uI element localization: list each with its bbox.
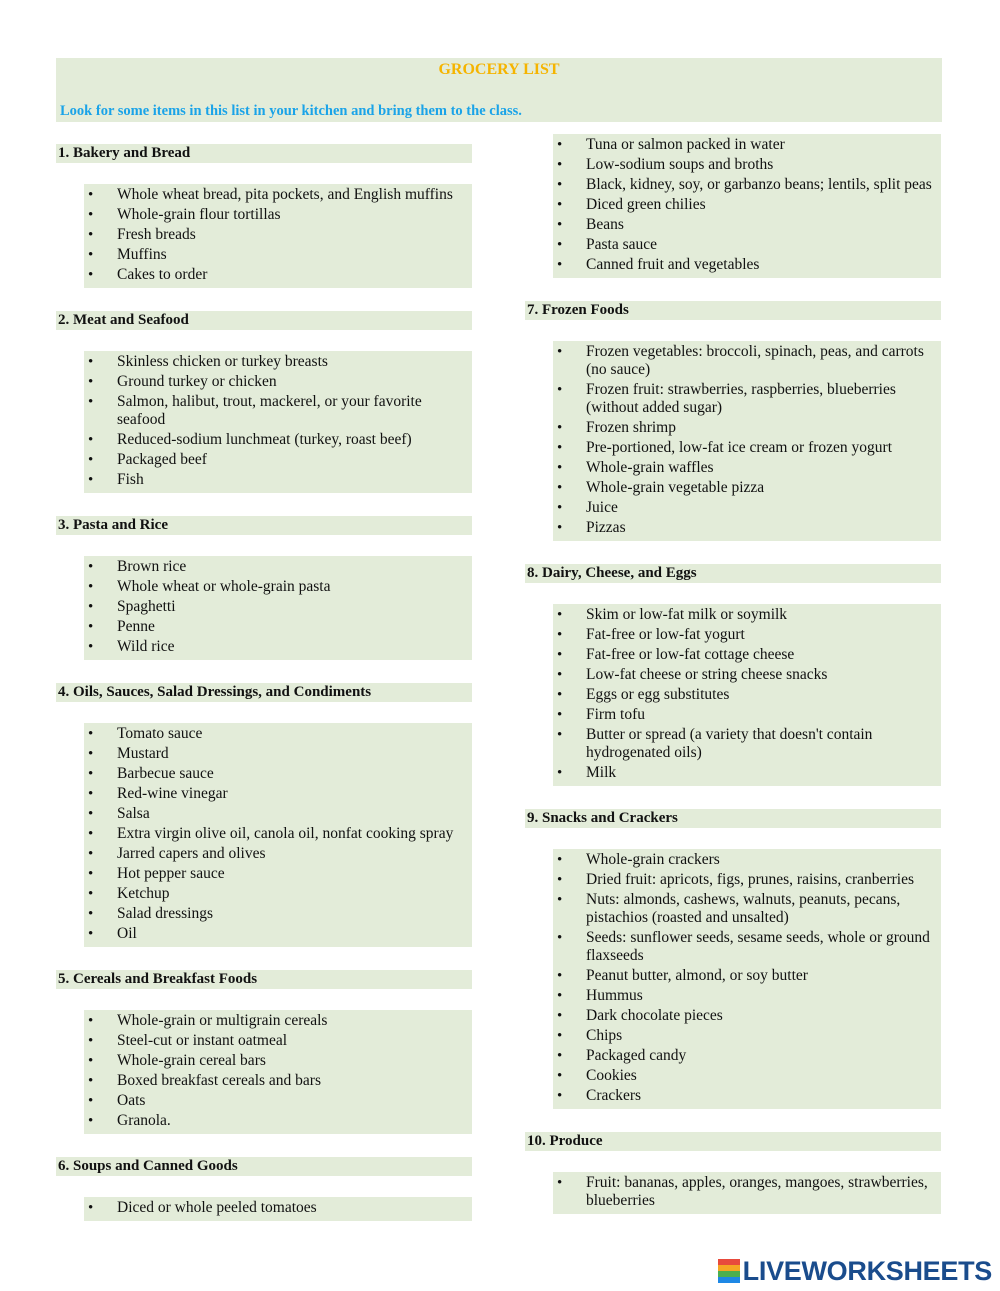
list-item: • Tuna or salmon packed in water: [553, 136, 941, 154]
section-title: 7. Frozen Foods: [525, 301, 941, 320]
list-item: • Pizzas: [553, 519, 941, 537]
list-item: • Penne: [84, 618, 472, 636]
list-item: • Fruit: bananas, apples, oranges, mangoes, strawberries, blueberries: [553, 1174, 941, 1210]
list-item: • Muffins: [84, 246, 472, 264]
list-item: • Mustard: [84, 745, 472, 763]
grocery-section: [525, 809, 941, 1109]
list-item: • Frozen shrimp: [553, 419, 941, 437]
list-item: • Ground turkey or chicken: [84, 373, 472, 391]
list-item: • Whole-grain crackers: [553, 851, 941, 869]
list-item: • Jarred capers and olives: [84, 845, 472, 863]
list-item: • Granola.: [84, 1112, 472, 1130]
list-item: • Diced or whole peeled tomatoes: [84, 1199, 472, 1217]
grocery-section: [56, 1157, 472, 1221]
list-item: • Spaghetti: [84, 598, 472, 616]
item-list: [84, 556, 472, 660]
list-item: • Nuts: almonds, cashews, walnuts, peanuts, pecans, pistachios (roasted and unsalted): [553, 891, 941, 927]
section-title: 6. Soups and Canned Goods: [56, 1157, 472, 1176]
list-item: • Cookies: [553, 1067, 941, 1085]
list-item: • Packaged candy: [553, 1047, 941, 1065]
list-item: • Whole wheat or whole-grain pasta: [84, 578, 472, 596]
grocery-section: [56, 516, 472, 660]
list-item: • Fish: [84, 471, 472, 489]
list-item: • Low-fat cheese or string cheese snacks: [553, 666, 941, 684]
list-item: • Oil: [84, 925, 472, 943]
page-title: GROCERY LIST: [438, 61, 560, 78]
grocery-section: [525, 1132, 941, 1214]
list-item: • Extra virgin olive oil, canola oil, nonfat cooking spray: [84, 825, 472, 843]
list-item: • Whole-grain cereal bars: [84, 1052, 472, 1070]
list-item: • Juice: [553, 499, 941, 517]
grocery-section: [525, 564, 941, 786]
item-list: [84, 723, 472, 947]
instruction-text: Look for some items in this list in your kitchen and bring them to the class.: [60, 103, 522, 119]
list-item: • Low-sodium soups and broths: [553, 156, 941, 174]
list-item: • Pasta sauce: [553, 236, 941, 254]
section-title: 2. Meat and Seafood: [56, 311, 472, 330]
list-item: • Hummus: [553, 987, 941, 1005]
list-item: • Diced green chilies: [553, 196, 941, 214]
list-item: • Salad dressings: [84, 905, 472, 923]
section-title: 9. Snacks and Crackers: [525, 809, 941, 828]
list-item: • Skim or low-fat milk or soymilk: [553, 606, 941, 624]
list-item: • Frozen vegetables: broccoli, spinach, peas, and carrots (no sauce): [553, 343, 941, 379]
list-item: • Canned fruit and vegetables: [553, 256, 941, 274]
header-band: [56, 58, 942, 122]
item-list: [553, 1172, 941, 1214]
section-title: 8. Dairy, Cheese, and Eggs: [525, 564, 941, 583]
list-item: • Peanut butter, almond, or soy butter: [553, 967, 941, 985]
list-item: • Firm tofu: [553, 706, 941, 724]
list-item: • Packaged beef: [84, 451, 472, 469]
list-item: • Crackers: [553, 1087, 941, 1105]
continued-list: [553, 134, 941, 278]
item-list: [84, 1197, 472, 1221]
list-item: • Milk: [553, 764, 941, 782]
grocery-section: [56, 311, 472, 493]
list-item: • Skinless chicken or turkey breasts: [84, 353, 472, 371]
list-item: • Dried fruit: apricots, figs, prunes, raisins, cranberries: [553, 871, 941, 889]
right-column: [525, 134, 941, 1237]
list-item: • Barbecue sauce: [84, 765, 472, 783]
list-item: • Wild rice: [84, 638, 472, 656]
grocery-section: [56, 683, 472, 947]
item-list: [553, 849, 941, 1109]
section-title: 5. Cereals and Breakfast Foods: [56, 970, 472, 989]
section-title: 10. Produce: [525, 1132, 941, 1151]
list-item: • Brown rice: [84, 558, 472, 576]
list-item: • Hot pepper sauce: [84, 865, 472, 883]
section-title: 1. Bakery and Bread: [56, 144, 472, 163]
liveworksheets-logo-icon: [718, 1259, 740, 1283]
list-item: • Whole wheat bread, pita pockets, and English muffins: [84, 186, 472, 204]
item-list: [553, 341, 941, 541]
item-list: [84, 351, 472, 493]
list-item: • Eggs or egg substitutes: [553, 686, 941, 704]
list-item: • Fresh breads: [84, 226, 472, 244]
item-list: [84, 1010, 472, 1134]
list-item: • Beans: [553, 216, 941, 234]
list-item: • Ketchup: [84, 885, 472, 903]
list-item: • Cakes to order: [84, 266, 472, 284]
section-title: 4. Oils, Sauces, Salad Dressings, and Condiments: [56, 683, 472, 702]
list-item: • Steel-cut or instant oatmeal: [84, 1032, 472, 1050]
list-item: • Whole-grain waffles: [553, 459, 941, 477]
list-item: • Whole-grain flour tortillas: [84, 206, 472, 224]
list-item: • Pre-portioned, low-fat ice cream or frozen yogurt: [553, 439, 941, 457]
list-item: • Fat-free or low-fat yogurt: [553, 626, 941, 644]
list-item: • Salmon, halibut, trout, mackerel, or your favorite seafood: [84, 393, 472, 429]
grocery-section: [56, 970, 472, 1134]
list-item: • Salsa: [84, 805, 472, 823]
left-column: [56, 144, 472, 1244]
list-item: • Black, kidney, soy, or garbanzo beans; lentils, split peas: [553, 176, 941, 194]
logo-text: LIVEWORKSHEETS: [742, 1255, 992, 1286]
list-item: • Oats: [84, 1092, 472, 1110]
grocery-section: [525, 301, 941, 541]
list-item: • Chips: [553, 1027, 941, 1045]
list-item: • Fat-free or low-fat cottage cheese: [553, 646, 941, 664]
section-title: 3. Pasta and Rice: [56, 516, 472, 535]
list-item: • Dark chocolate pieces: [553, 1007, 941, 1025]
list-item: • Boxed breakfast cereals and bars: [84, 1072, 472, 1090]
list-item: • Reduced-sodium lunchmeat (turkey, roast beef): [84, 431, 472, 449]
liveworksheets-logo: [718, 1257, 992, 1285]
item-list: [84, 184, 472, 288]
list-item: • Butter or spread (a variety that doesn't contain hydrogenated oils): [553, 726, 941, 762]
list-item: • Whole-grain vegetable pizza: [553, 479, 941, 497]
list-item: • Tomato sauce: [84, 725, 472, 743]
list-item: • Whole-grain or multigrain cereals: [84, 1012, 472, 1030]
list-item: • Red-wine vinegar: [84, 785, 472, 803]
logo-stripe: [718, 1277, 740, 1283]
list-item: • Frozen fruit: strawberries, raspberries, blueberries (without added sugar): [553, 381, 941, 417]
list-item: • Seeds: sunflower seeds, sesame seeds, whole or ground flaxseeds: [553, 929, 941, 965]
item-list: [553, 604, 941, 786]
grocery-section: [56, 144, 472, 288]
